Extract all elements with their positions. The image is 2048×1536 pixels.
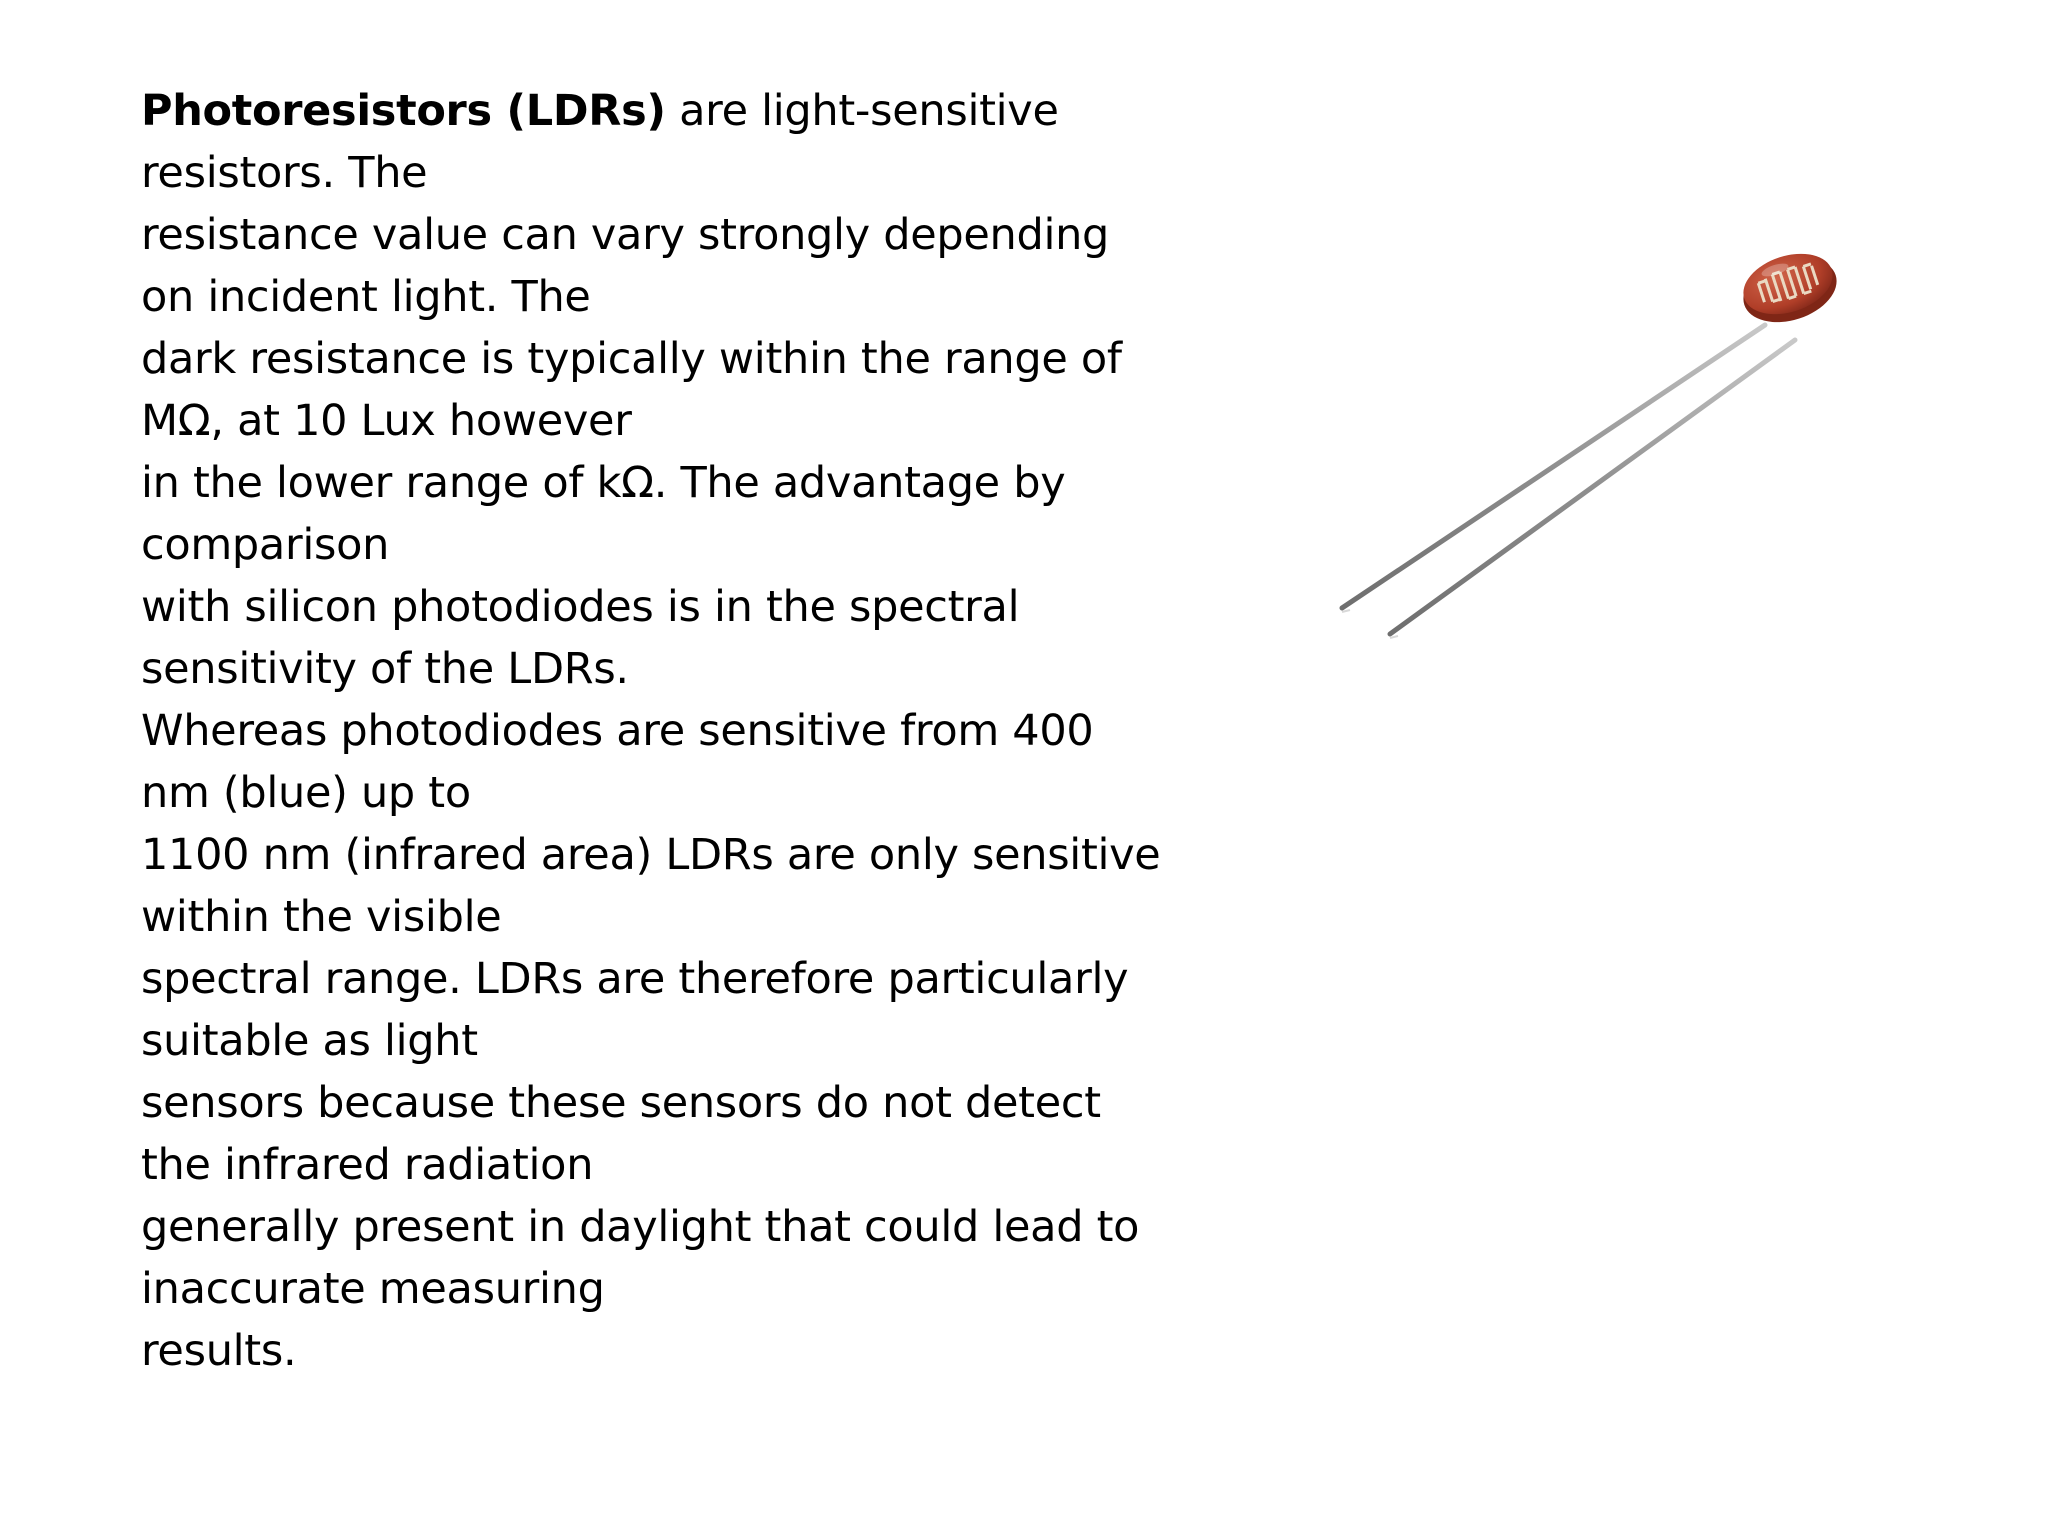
text-line: dark resistance is typically within the range of: [141, 334, 1122, 384]
text-line: spectral range. LDRs are therefore particularly: [141, 954, 1129, 1004]
text-line: sensors because these sensors do not detect: [141, 1078, 1101, 1128]
text-line: within the visible: [141, 892, 502, 942]
text-line: inaccurate measuring: [141, 1264, 605, 1314]
text-line: in the lower range of kΩ. The advantage by: [141, 458, 1066, 508]
title-rest: are light-sensitive: [665, 86, 1059, 136]
text-line: resistors. The: [141, 148, 428, 198]
ldr-description: [141, 80, 1161, 1382]
text-line: 1100 nm (infrared area) LDRs are only sensitive: [141, 830, 1161, 880]
text-line: generally present in daylight that could lead to: [141, 1202, 1140, 1252]
text-line: with silicon photodiodes is in the spectral: [141, 582, 1020, 632]
text-line: suitable as light: [141, 1016, 478, 1066]
title-bold: Photoresistors (LDRs): [141, 86, 666, 136]
photoresistor-icon: [1320, 240, 1900, 660]
text-line: nm (blue) up to: [141, 768, 471, 818]
text-line: results.: [141, 1326, 297, 1376]
lead-wire: [1342, 325, 1765, 608]
photoresistor-image: [1320, 240, 1900, 660]
text-line: sensitivity of the LDRs.: [141, 644, 629, 694]
title-line: [141, 80, 1161, 142]
text-line: resistance value can vary strongly depending: [141, 210, 1110, 260]
text-line: MΩ, at 10 Lux however: [141, 396, 632, 446]
text-line: comparison: [141, 520, 390, 570]
text-line: on incident light. The: [141, 272, 591, 322]
text-line: the infrared radiation: [141, 1140, 594, 1190]
text-line: Whereas photodiodes are sensitive from 400: [141, 706, 1094, 756]
lead-wire: [1390, 340, 1795, 634]
